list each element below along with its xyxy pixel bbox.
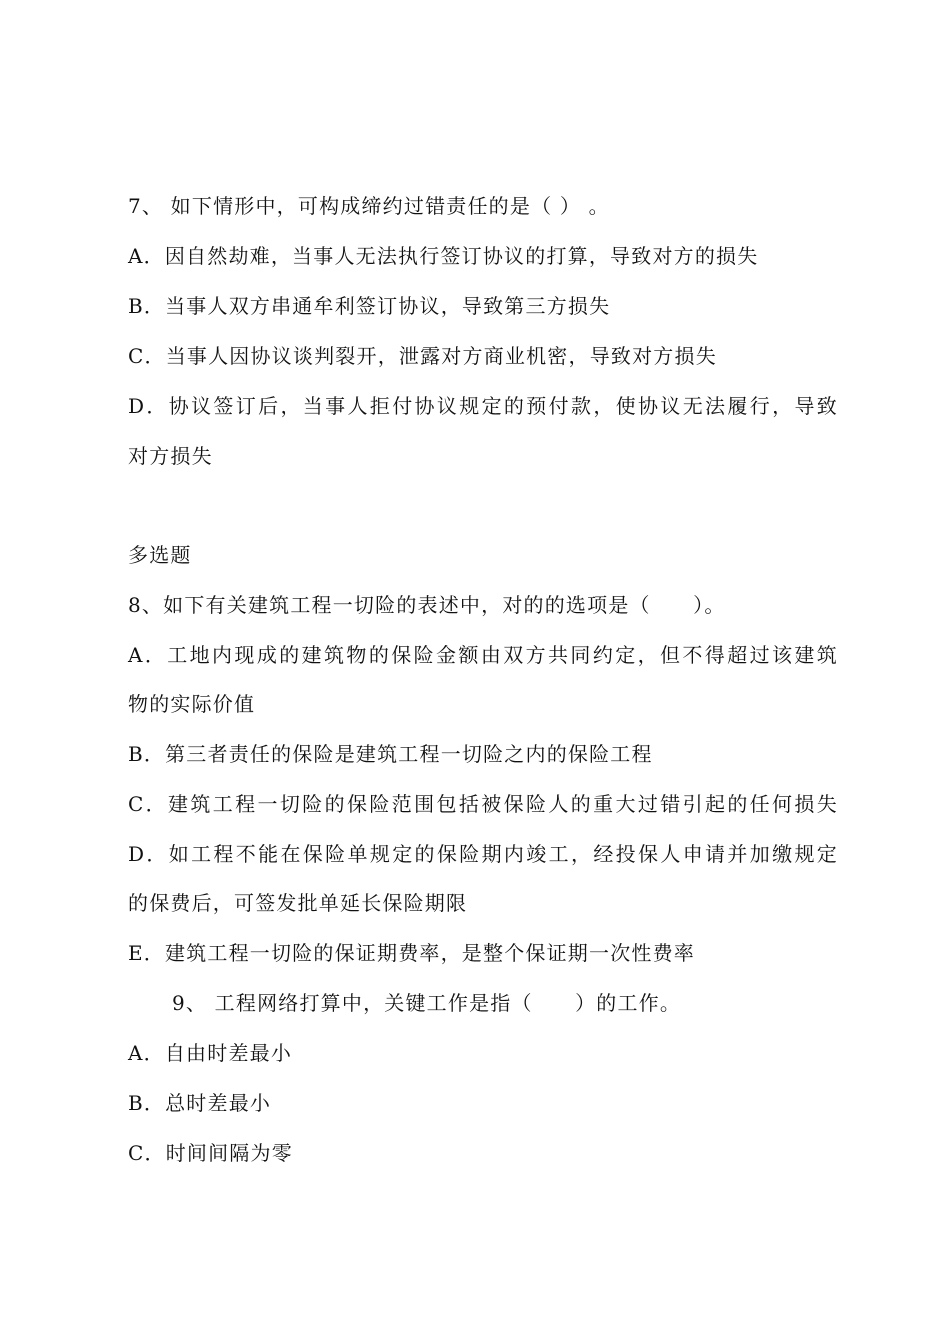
question-8-option-b: B．第三者责任的保险是建筑工程一切险之内的保险工程	[128, 742, 653, 766]
question-8-option-d-line1: D．如工程不能在保险单规定的保险期内竣工，经投保人申请并加缴规定	[128, 842, 838, 866]
question-7-title: 7、 如下情形中，可构成缔约过错责任的是（ ） 。	[128, 194, 610, 218]
question-9-option-b: B．总时差最小	[128, 1091, 272, 1115]
question-8-option-a-line1: A．工地内现成的建筑物的保险金额由双方共同约定，但不得超过该建筑	[128, 643, 838, 667]
question-7-option-d-line1: D．协议签订后，当事人拒付协议规定的预付款，使协议无法履行，导致	[128, 394, 838, 418]
question-9-option-a: A．自由时差最小	[128, 1041, 293, 1065]
question-8-option-a-line2: 物的实际价值	[128, 692, 256, 716]
question-8-option-e: E．建筑工程一切险的保证期费率，是整个保证期一次性费率	[128, 941, 695, 965]
question-8-title: 8、如下有关建筑工程一切险的表述中，对的的选项是（ ）。	[128, 593, 726, 617]
question-7-option-a: A．因自然劫难，当事人无法执行签订协议的打算，导致对方的损失	[128, 244, 759, 268]
section-heading-multiple-choice: 多选题	[128, 543, 192, 567]
question-7-option-c: C．当事人因协议谈判裂开，泄露对方商业机密，导致对方损失	[128, 344, 717, 368]
question-7-option-b: B．当事人双方串通牟利签订协议，导致第三方损失	[128, 294, 611, 318]
question-8-option-d-line2: 的保费后，可签发批单延长保险期限	[128, 891, 468, 915]
question-9-title: 9、 工程网络打算中，关键工作是指（ ）的工作。	[172, 991, 682, 1015]
question-7-option-d-line2: 对方损失	[128, 444, 213, 468]
question-9-option-c: C．时间间隔为零	[128, 1141, 293, 1165]
question-8-option-c: C．建筑工程一切险的保险范围包括被保险人的重大过错引起的任何损失	[128, 792, 838, 816]
